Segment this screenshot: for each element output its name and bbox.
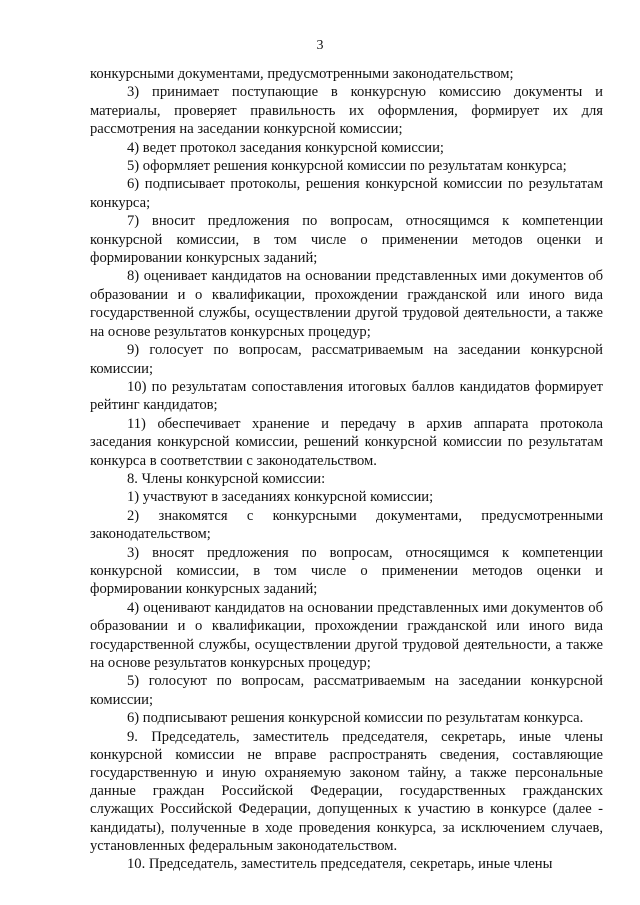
members-item-5: 5) голосуют по вопросам, рассматриваемым на заседании конкурсной комиссии; [90,673,603,708]
paragraph-item-4: 4) ведет протокол заседания конкурсной комиссии; [127,139,444,156]
paragraph-item-7: 7) вносит предложения по вопросам, относящимся к компетенции конкурсной комиссии, в том числе о применении методов оценки и формировании конкурсных заданий; [90,213,603,267]
section-8-heading: 8. Члены конкурсной комиссии: [127,470,326,487]
paragraph-item-11: 11) обеспечивает хранение и передачу в архив аппарата протокола заседания конкурсной комиссии, решений конкурсной комиссии по результатам конкурса в соответствии с законодательством. [90,415,603,469]
members-item-2: 2) знакомятся с конкурсными документами, предусмотренными законодательством; [90,507,603,543]
members-item-6: 6) подписывают решения конкурсной комиссии по результатам конкурса. [127,710,584,727]
section-10-paragraph: 10. Председатель, заместитель председателя, секретарь, иные члены [127,856,553,873]
paragraph-item-9: 9) голосует по вопросам, рассматриваемым на заседании конкурсной комиссии; [90,342,603,377]
members-item-4: 4) оценивают кандидатов на основании представленных ими документов об образовании и о квалификации, прохождении гражданской или иного вида государственной службы, осуществлении другой трудовой деятельности, а также на основе результатов конкурсных процедур; [90,599,603,671]
paragraph-item-6: 6) подписывает протоколы, решения конкурсной комиссии по результатам конкурса; [90,176,603,211]
paragraph-item-10: 10) по результатам сопоставления итоговых баллов кандидатов формирует рейтинг кандидатов; [90,378,603,414]
paragraph-item-3: 3) принимает поступающие в конкурсную комиссию документы и материалы, проверяет правильность их оформления, формирует их для рассмотрения на заседании конкурсной комиссии; [90,84,603,138]
paragraph-item-8: 8) оценивает кандидатов на основании представленных ими документов об образовании и о квалификации, прохождении гражданской или иного вида государственной службы, осуществлении другой трудовой деятельности, а также на основе результатов конкурсных процедур; [90,268,603,340]
members-item-1: 1) участвуют в заседаниях конкурсной комиссии; [127,489,434,506]
members-item-3: 3) вносят предложения по вопросам, относящимся к компетенции конкурсной комиссии, в том числе о применении методов оценки и формировании конкурсных заданий; [90,544,603,598]
paragraph-continuation: конкурсными документами, предусмотренными законодательством; [90,66,514,82]
document-body [90,65,603,873]
paragraph-item-5: 5) оформляет решения конкурсной комиссии по результатам конкурса; [127,158,567,175]
page-number: 3 [316,38,324,53]
section-9-paragraph: 9. Председатель, заместитель председателя, секретарь, иные члены конкурсной комиссии не вправе распространять сведения, составляющие государственную и иную охраняемую законом тайну, а также персональные данные граждан Российской Федерации, государственных гражданских служащих Российской Федерации, допущенных к участию в конкурсе (далее - кандидаты), полученные в ходе проведения конкурса, за исключением случаев, установленных федеральным законодательством. [90,728,603,854]
